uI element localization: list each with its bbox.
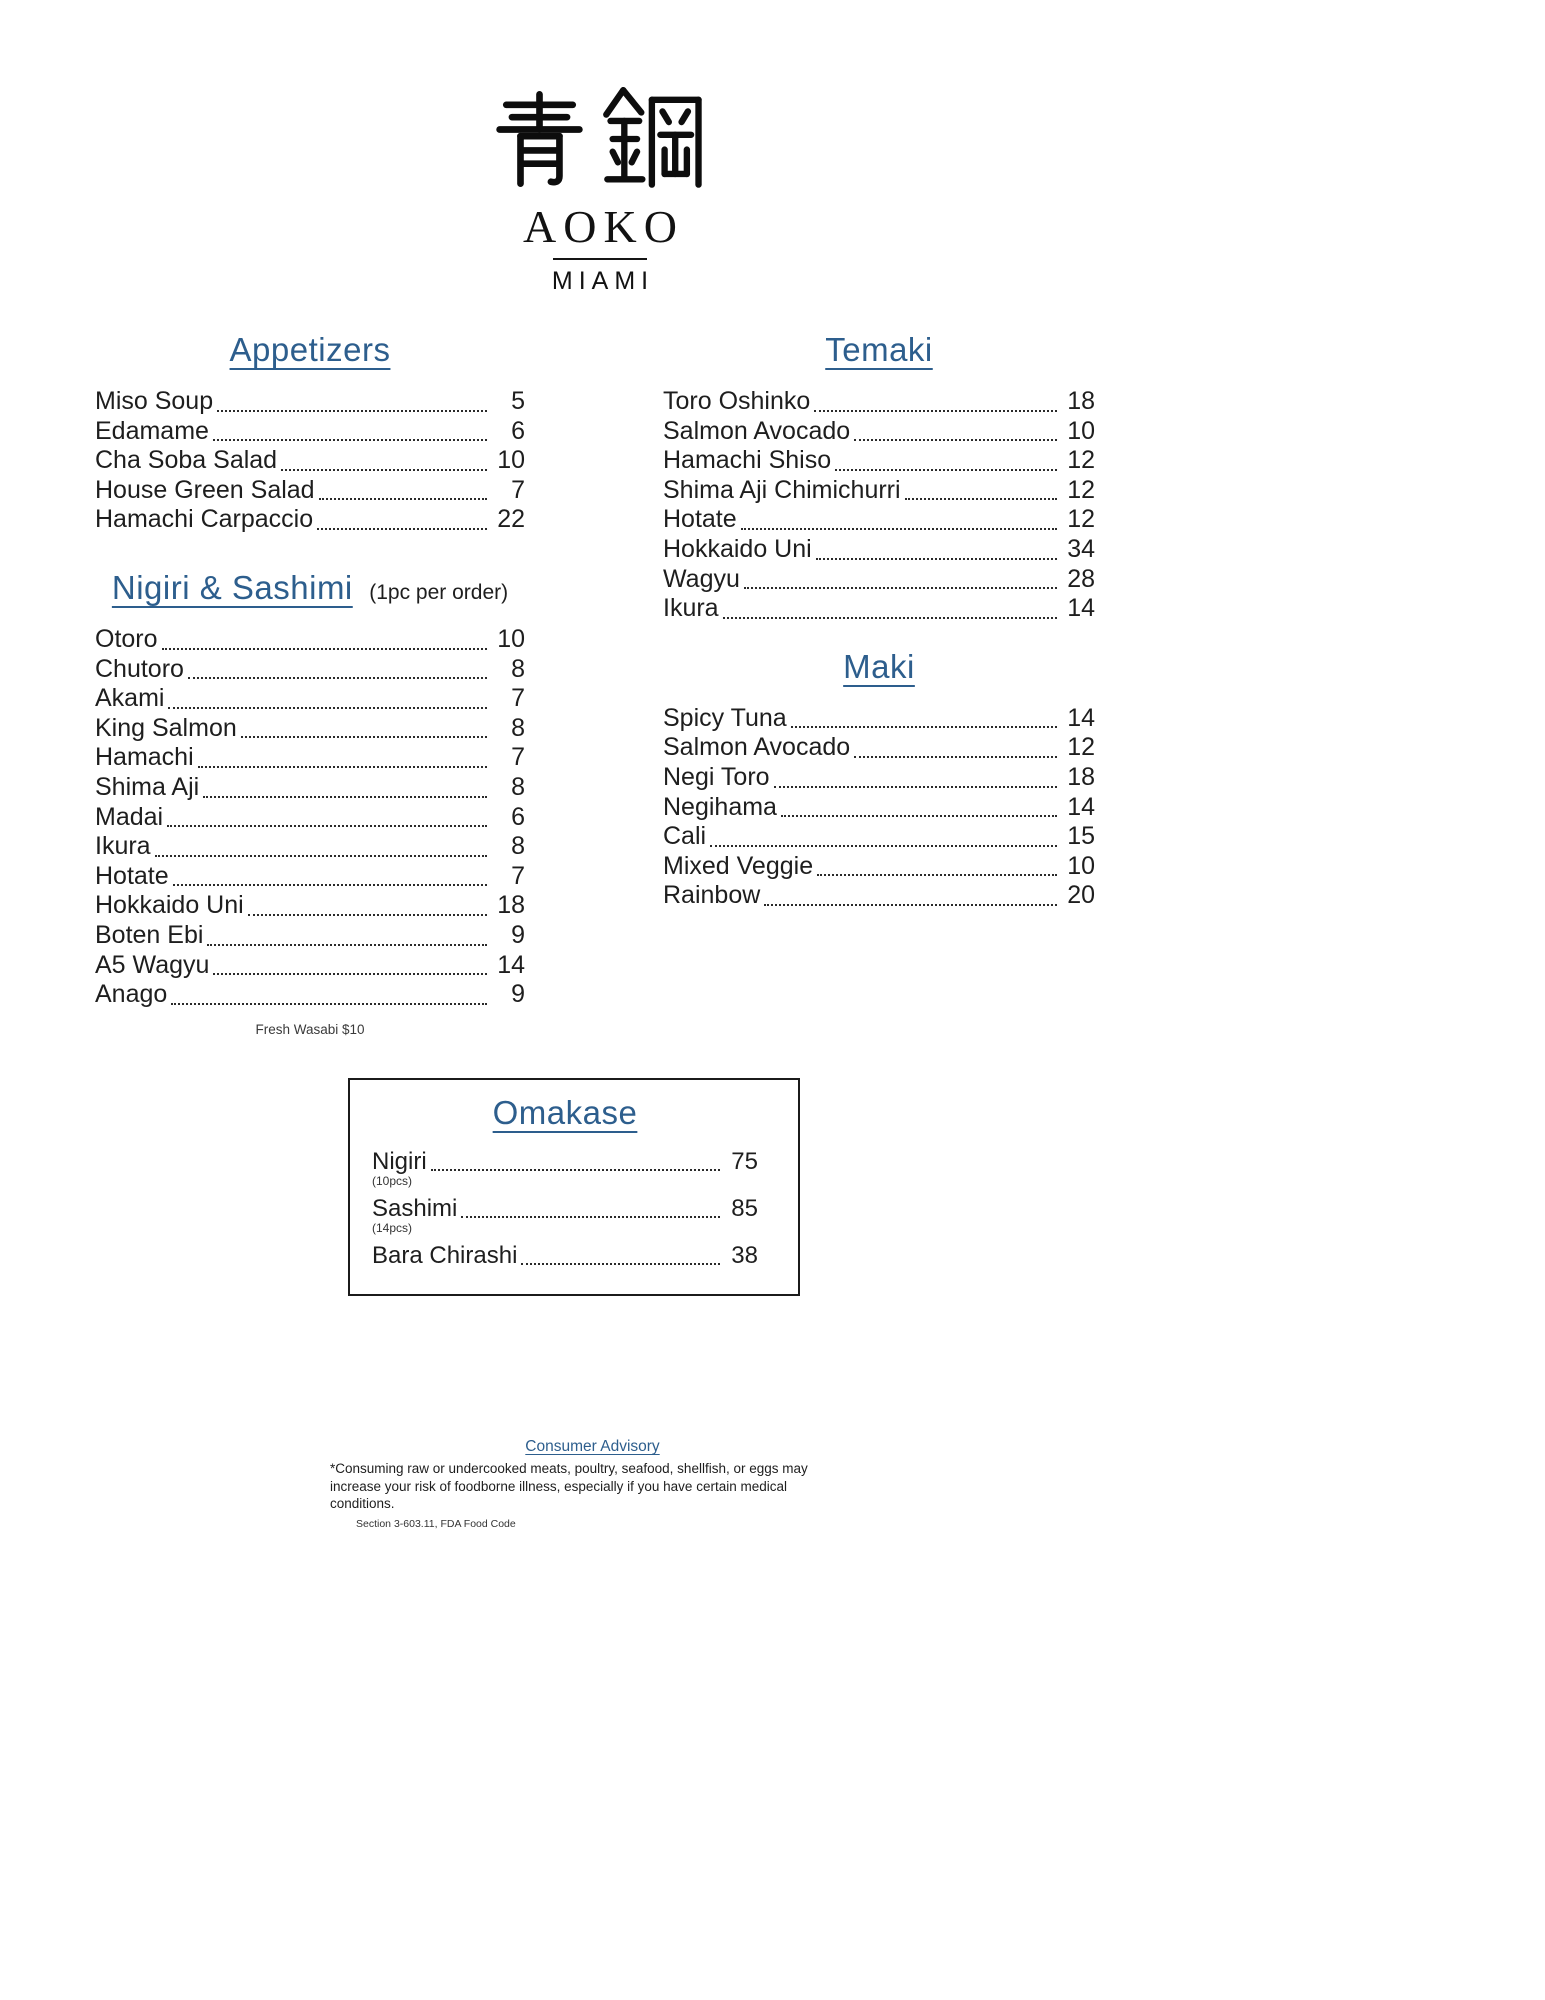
dot-leader bbox=[817, 874, 1057, 876]
item-name: Miso Soup bbox=[95, 387, 214, 415]
consumer-advisory bbox=[330, 1438, 855, 1530]
item-name: Bara Chirashi bbox=[372, 1242, 518, 1269]
menu-item bbox=[95, 951, 525, 981]
dot-leader bbox=[281, 469, 487, 471]
item-name: Edamame bbox=[95, 416, 209, 445]
item-price: 6 bbox=[511, 416, 525, 445]
dot-leader bbox=[744, 587, 1057, 589]
item-name: Hamachi Carpaccio bbox=[95, 505, 314, 534]
menu-item bbox=[663, 793, 1095, 823]
dot-leader bbox=[723, 617, 1057, 619]
item-price: 7 bbox=[511, 684, 525, 713]
dot-leader bbox=[213, 973, 487, 975]
item-price: 8 bbox=[511, 832, 525, 861]
dot-leader bbox=[854, 439, 1057, 441]
item-name: Ikura bbox=[95, 832, 151, 861]
left-column bbox=[95, 331, 525, 1037]
item-price: 7 bbox=[511, 861, 525, 890]
menu-item bbox=[95, 773, 525, 803]
menu-item bbox=[663, 565, 1095, 595]
dot-leader bbox=[764, 904, 1057, 906]
section-omakase bbox=[348, 1078, 800, 1296]
menu-item bbox=[95, 417, 525, 447]
menu-item bbox=[95, 387, 525, 417]
menu-item-row bbox=[372, 1195, 758, 1223]
menu-item bbox=[95, 832, 525, 862]
dot-leader bbox=[162, 648, 487, 650]
menu-item bbox=[95, 714, 525, 744]
menu-item bbox=[372, 1195, 758, 1235]
item-name: King Salmon bbox=[95, 713, 237, 742]
advisory-title: Consumer Advisory bbox=[525, 1438, 660, 1455]
brand-divider bbox=[553, 258, 647, 260]
item-price: 34 bbox=[1067, 534, 1095, 563]
item-name: Hokkaido Uni bbox=[95, 891, 244, 920]
section-title: Omakase bbox=[492, 1094, 638, 1131]
item-name: Sashimi bbox=[372, 1195, 458, 1222]
menu-item bbox=[95, 655, 525, 685]
logo-kanji bbox=[0, 82, 1200, 192]
menu-item bbox=[663, 387, 1095, 417]
brand-name: AOKO bbox=[523, 201, 684, 252]
item-piece-count: (14pcs) bbox=[372, 1221, 413, 1235]
menu-item bbox=[663, 594, 1095, 624]
menu-item-row bbox=[372, 1148, 758, 1176]
dot-leader bbox=[521, 1263, 720, 1265]
item-price: 5 bbox=[511, 387, 525, 415]
item-name: Nigiri bbox=[372, 1148, 427, 1175]
item-price: 14 bbox=[1067, 703, 1095, 732]
nigiri-sashimi-list bbox=[95, 625, 525, 1010]
menu-item bbox=[663, 822, 1095, 852]
dot-leader bbox=[155, 855, 487, 857]
dot-leader bbox=[217, 410, 487, 412]
menu-item bbox=[663, 535, 1095, 565]
menu-item bbox=[663, 733, 1095, 763]
menu-item bbox=[663, 417, 1095, 447]
item-price: 7 bbox=[511, 475, 525, 504]
menu-item bbox=[95, 476, 525, 506]
item-price: 14 bbox=[497, 950, 525, 979]
menu-item bbox=[372, 1242, 758, 1270]
item-price: 8 bbox=[511, 713, 525, 742]
item-price: 12 bbox=[1067, 475, 1095, 504]
item-name: Wagyu bbox=[663, 564, 740, 593]
item-name: Toro Oshinko bbox=[663, 387, 811, 415]
item-name: Madai bbox=[95, 802, 164, 831]
menu-item bbox=[663, 446, 1095, 476]
section-title: Maki bbox=[843, 647, 915, 685]
advisory-footnote: Section 3-603.11, FDA Food Code bbox=[356, 1517, 516, 1530]
dot-leader bbox=[791, 726, 1057, 728]
item-price: 7 bbox=[511, 743, 525, 772]
item-name: Rainbow bbox=[663, 881, 761, 910]
menu-item bbox=[663, 763, 1095, 793]
item-name: Negihama bbox=[663, 792, 777, 821]
dot-leader bbox=[461, 1216, 720, 1218]
item-name: A5 Wagyu bbox=[95, 950, 210, 979]
item-price: 14 bbox=[1067, 792, 1095, 821]
item-price: 85 bbox=[731, 1195, 758, 1222]
section-nigiri-sashimi bbox=[95, 569, 525, 1037]
item-price: 15 bbox=[1067, 822, 1095, 851]
item-price: 38 bbox=[731, 1242, 758, 1269]
item-name: Spicy Tuna bbox=[663, 703, 787, 732]
item-name: Anago bbox=[95, 980, 168, 1009]
section-maki bbox=[663, 648, 1095, 911]
dot-leader bbox=[774, 786, 1057, 788]
menu-item bbox=[95, 743, 525, 773]
dot-leader bbox=[241, 736, 487, 738]
section-appetizers bbox=[95, 331, 525, 535]
item-name: Salmon Avocado bbox=[663, 733, 851, 762]
omakase-list bbox=[372, 1148, 758, 1270]
section-header-omakase bbox=[372, 1094, 758, 1132]
item-name: Akami bbox=[95, 684, 165, 713]
dot-leader bbox=[317, 528, 487, 530]
dot-leader bbox=[188, 677, 487, 679]
dot-leader bbox=[319, 498, 487, 500]
section-title: Temaki bbox=[825, 331, 933, 368]
advisory-text: *Consuming raw or undercooked meats, poultry, seafood, shellfish, or eggs may increase your risk of foodborne illness, especially if you have certain medical conditions. bbox=[330, 1461, 808, 1511]
dot-leader bbox=[207, 944, 487, 946]
item-name: Mixed Veggie bbox=[663, 851, 814, 880]
item-price: 20 bbox=[1067, 881, 1095, 910]
dot-leader bbox=[173, 884, 487, 886]
item-name: Cali bbox=[663, 822, 707, 851]
item-price: 10 bbox=[497, 624, 525, 653]
menu-item bbox=[372, 1148, 758, 1188]
dot-leader bbox=[854, 756, 1057, 758]
menu-item bbox=[663, 852, 1095, 882]
item-name: Chutoro bbox=[95, 654, 184, 683]
item-price: 9 bbox=[511, 920, 525, 949]
item-price: 14 bbox=[1067, 594, 1095, 623]
menu-item bbox=[95, 921, 525, 951]
item-price: 75 bbox=[731, 1148, 758, 1175]
section-header-nigiri-sashimi bbox=[95, 569, 525, 607]
menu-item bbox=[95, 980, 525, 1010]
item-price: 18 bbox=[497, 891, 525, 920]
item-price: 12 bbox=[1067, 505, 1095, 534]
dot-leader bbox=[835, 469, 1057, 471]
item-price: 9 bbox=[511, 980, 525, 1009]
item-name: Hamachi Shiso bbox=[663, 446, 832, 475]
menu-item bbox=[663, 704, 1095, 734]
menu-item bbox=[95, 625, 525, 655]
dot-leader bbox=[814, 410, 1057, 412]
item-price: 18 bbox=[1067, 762, 1095, 791]
section-temaki bbox=[663, 331, 1095, 624]
item-name: Hotate bbox=[663, 505, 737, 534]
dot-leader bbox=[710, 845, 1057, 847]
item-name: Shima Aji bbox=[95, 772, 200, 801]
temaki-list bbox=[663, 387, 1095, 624]
menu-item bbox=[95, 446, 525, 476]
maki-list bbox=[663, 704, 1095, 911]
item-piece-count: (10pcs) bbox=[372, 1174, 413, 1188]
item-price: 22 bbox=[497, 505, 525, 534]
item-name: Negi Toro bbox=[663, 762, 770, 791]
item-price: 28 bbox=[1067, 564, 1095, 593]
dot-leader bbox=[248, 914, 487, 916]
dot-leader bbox=[816, 558, 1057, 560]
right-column bbox=[663, 331, 1095, 911]
item-price: 12 bbox=[1067, 733, 1095, 762]
item-name: Ikura bbox=[663, 594, 719, 623]
menu-item bbox=[663, 476, 1095, 506]
item-price: 8 bbox=[511, 772, 525, 801]
item-price: 6 bbox=[511, 802, 525, 831]
dot-leader bbox=[741, 528, 1057, 530]
section-header-appetizers bbox=[95, 331, 525, 369]
dot-leader bbox=[167, 825, 487, 827]
kanji-ao-icon bbox=[492, 86, 587, 192]
item-price: 10 bbox=[1067, 851, 1095, 880]
dot-leader bbox=[168, 707, 487, 709]
dot-leader bbox=[203, 796, 487, 798]
section-subtitle: (1pc per order) bbox=[369, 580, 509, 604]
item-price: 12 bbox=[1067, 446, 1095, 475]
section-title: Appetizers bbox=[229, 331, 391, 368]
dot-leader bbox=[213, 439, 487, 441]
menu-item-row bbox=[372, 1242, 758, 1270]
menu-item bbox=[95, 803, 525, 833]
item-name: Boten Ebi bbox=[95, 920, 204, 949]
dot-leader bbox=[171, 1003, 487, 1005]
item-price: 10 bbox=[1067, 416, 1095, 445]
brand-city: MIAMI bbox=[551, 267, 655, 295]
wasabi-footnote: Fresh Wasabi $10 bbox=[255, 1021, 365, 1037]
menu-item bbox=[95, 862, 525, 892]
item-price: 8 bbox=[511, 654, 525, 683]
item-price: 18 bbox=[1067, 387, 1095, 415]
item-price: 10 bbox=[497, 446, 525, 475]
menu-item bbox=[95, 891, 525, 921]
logo bbox=[0, 82, 1200, 296]
dot-leader bbox=[431, 1169, 720, 1171]
item-name: Hokkaido Uni bbox=[663, 534, 812, 563]
menu-item bbox=[663, 505, 1095, 535]
item-name: Salmon Avocado bbox=[663, 416, 851, 445]
item-name: Hotate bbox=[95, 861, 169, 890]
item-name: Shima Aji Chimichurri bbox=[663, 475, 901, 504]
item-name: House Green Salad bbox=[95, 475, 315, 504]
section-title: Nigiri & Sashimi bbox=[111, 568, 353, 606]
section-header-maki bbox=[663, 648, 1095, 686]
dot-leader bbox=[781, 815, 1057, 817]
dot-leader bbox=[905, 498, 1057, 500]
item-name: Cha Soba Salad bbox=[95, 446, 278, 475]
dot-leader bbox=[198, 766, 487, 768]
item-name: Otoro bbox=[95, 624, 158, 653]
menu-item bbox=[95, 684, 525, 714]
appetizers-list bbox=[95, 387, 525, 535]
kanji-hagane-icon bbox=[599, 86, 709, 192]
menu-item bbox=[663, 881, 1095, 911]
item-name: Hamachi bbox=[95, 743, 194, 772]
section-header-temaki bbox=[663, 331, 1095, 369]
menu-item bbox=[95, 505, 525, 535]
